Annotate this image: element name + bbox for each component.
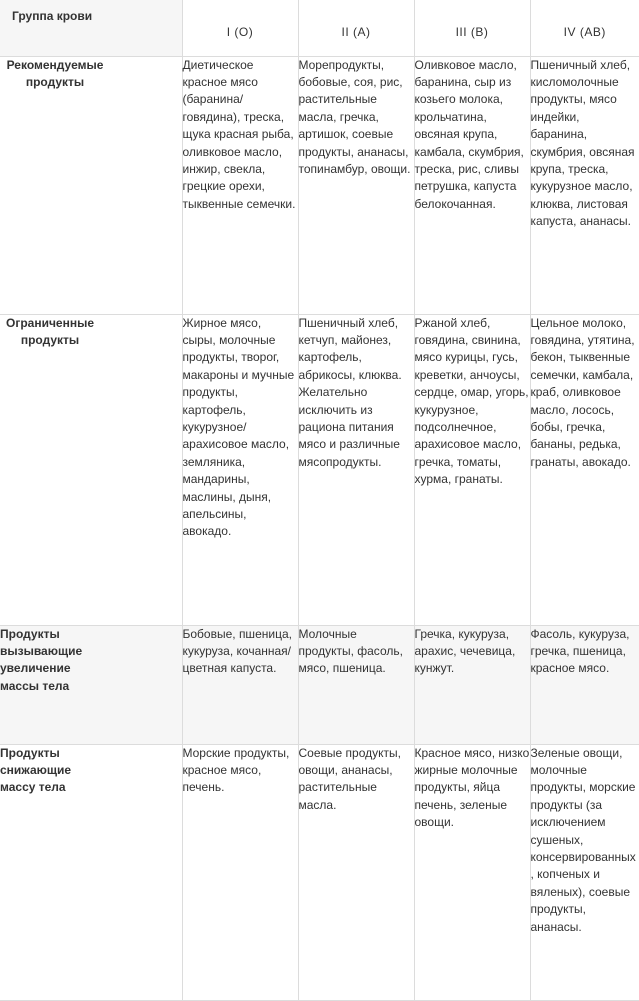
row-label-cell — [0, 625, 182, 744]
group-header-1: I (O) — [182, 0, 298, 56]
row-label-weight-loss: Продукты снижающие массу тела — [0, 745, 72, 795]
table-cell: Диетическое красное мясо (баранина/ говядина), треска, щука красная рыба, оливковое масло, инжир, свекла, грецкие орехи, тыквенные семечки. — [182, 56, 298, 314]
table-cell: Морские продукты, красное мясо, печень. — [182, 744, 298, 1000]
header-row — [0, 0, 639, 56]
table-cell: Жирное мясо, сыры, молочные продукты, творог, макароны и мучные продукты, картофель, кукурузное/ арахисовое масло, земляника, мандарины, маслины, дыня, апельсины, авокадо. — [182, 314, 298, 625]
table-cell: Молочные продукты, фасоль, мясо, пшеница. — [298, 625, 414, 744]
table-cell: Цельное молоко, говядина, утятина, бекон, тыквенные семечки, камбала, краб, оливковое масло, лосось, бобы, гречка, бананы, редька, гранаты, авокадо. — [530, 314, 639, 625]
row-label-weight-gain: Продукты вызывающие увеличение массы тела — [0, 626, 83, 693]
row-label-recommended: Рекомендуемые продукты — [6, 57, 104, 89]
table-cell: Гречка, кукуруза, арахис, чечевица, кунжут. — [414, 625, 530, 744]
corner-header: Группа крови — [0, 0, 182, 56]
table-cell: Оливковое масло, баранина, сыр из козьего молока, крольчатина, овсяная крупа, камбала, скумбрия, треска, рис, сливы петрушка, капуста белокочанная. — [414, 56, 530, 314]
table-cell: Бобовые, пшеница, кукуруза, кочанная/ цветная капуста. — [182, 625, 298, 744]
table-row — [0, 625, 639, 744]
table-cell: Соевые продукты, овощи, ананасы, растительные масла. — [298, 744, 414, 1000]
row-label-cell — [0, 314, 182, 625]
table-cell: Морепродукты, бобовые, соя, рис, растительные масла, гречка, артишок, соевые продукты, ананасы, топинамбур, овощи. — [298, 56, 414, 314]
table-cell: Ржаной хлеб, говядина, свинина, мясо курицы, гусь, креветки, анчоусы, сердце, омар, угорь, кукурузное, подсолнечное, арахисовое масло, гречка, томаты, хурма, гранаты. — [414, 314, 530, 625]
table-cell: Красное мясо, низко жирные молочные продукты, яйца печень, зеленые овощи. — [414, 744, 530, 1000]
table-row — [0, 744, 639, 1000]
row-label-cell — [0, 56, 182, 314]
table-cell: Зеленые овощи, молочные продукты, морские продукты (за исключением сушеных, консервированных, копченых и вяленых), соевые продукты, ананасы. — [530, 744, 639, 1000]
group-header-4: IV (AB) — [530, 0, 639, 56]
table-cell: Пшеничный хлеб, кисломолочные продукты, мясо индейки, баранина, скумбрия, овсяная крупа, треска, кукурузное масло, клюква, листовая капуста, ананасы. — [530, 56, 639, 314]
group-header-3: III (B) — [414, 0, 530, 56]
table-row — [0, 314, 639, 625]
row-label-cell — [0, 744, 182, 1000]
table-row — [0, 56, 639, 314]
row-label-limited: Ограниченные продукты — [5, 315, 95, 347]
table-cell: Пшеничный хлеб, кетчуп, майонез, картофель, абрикосы, клюква. Желательно исключить из рациона питания мясо и различные мясопродукты. — [298, 314, 414, 625]
group-header-2: II (A) — [298, 0, 414, 56]
table-cell: Фасоль, кукуруза, гречка, пшеница, красное мясо. — [530, 625, 639, 744]
